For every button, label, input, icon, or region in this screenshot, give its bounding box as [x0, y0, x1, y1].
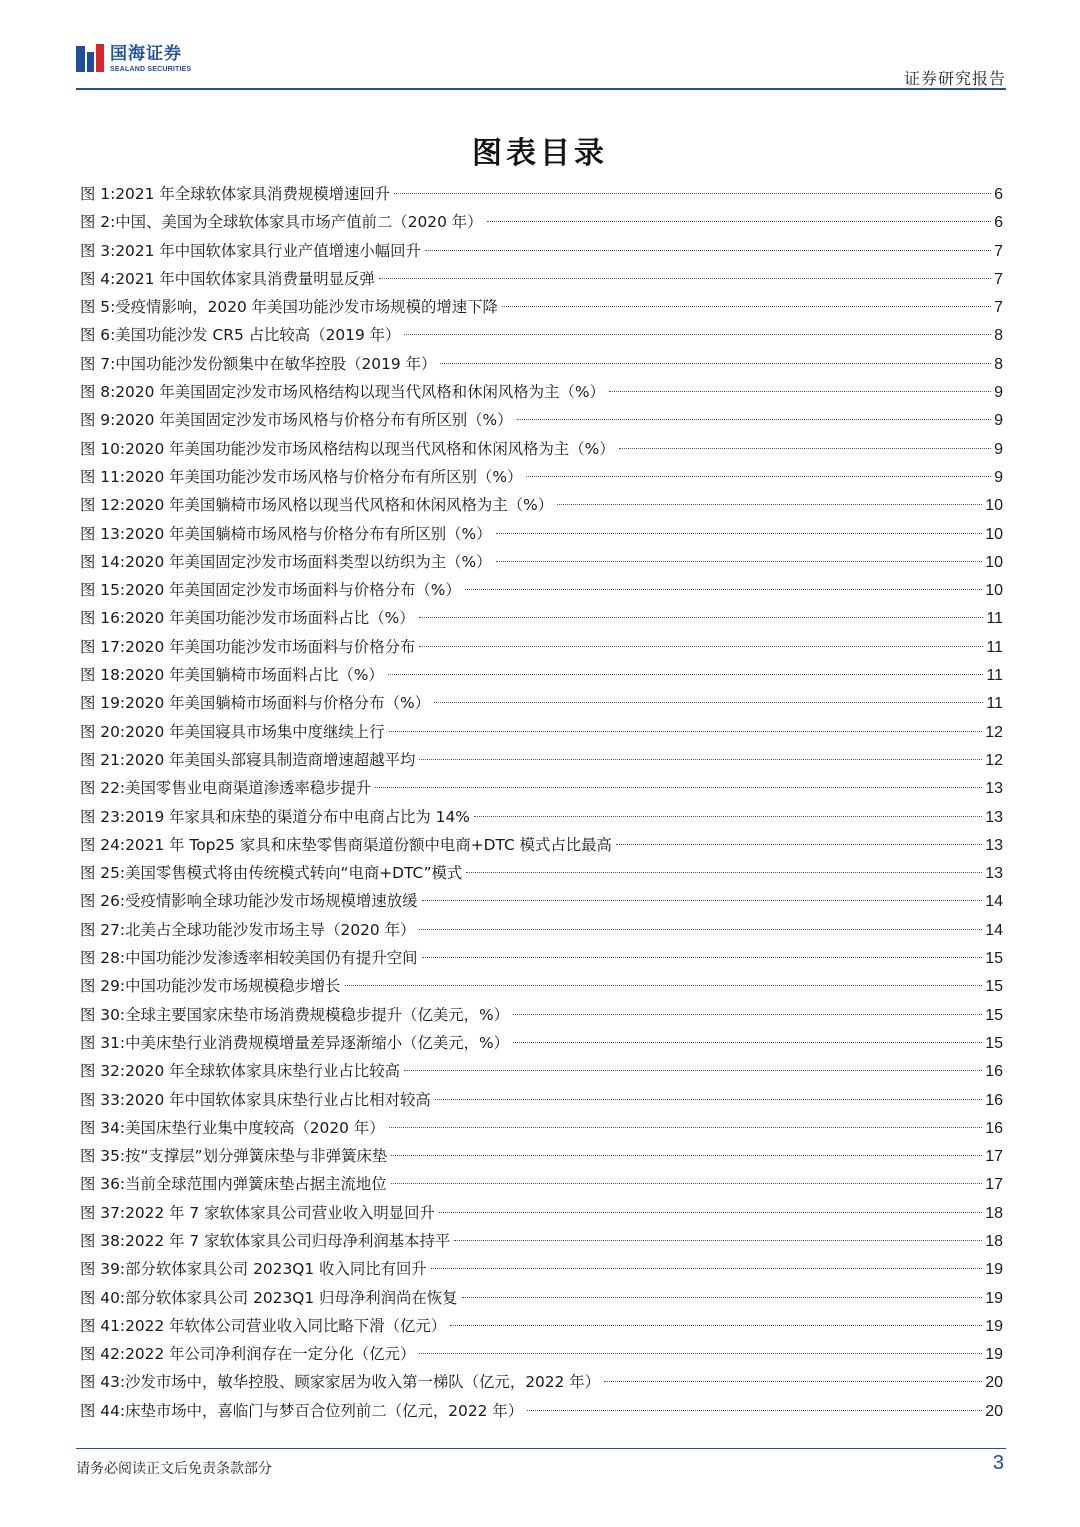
toc-dot-leader [609, 391, 991, 392]
toc-entry[interactable] [80, 916, 1003, 944]
toc-entry-label: 图 26: [80, 892, 126, 911]
toc-entry-title: 2020 年美国固定沙发市场风格与价格分布有所区别（%） [115, 411, 513, 430]
toc-entry-title: 美国零售业电商渠道渗透率稳步提升 [125, 779, 372, 798]
toc-entry[interactable] [80, 661, 1003, 689]
toc-entry[interactable] [80, 633, 1003, 661]
toc-entry-title: 美国床垫行业集中度较高（2020 年） [125, 1118, 385, 1137]
toc-entry[interactable] [80, 972, 1003, 1000]
toc-entry-page: 11 [986, 695, 1003, 713]
toc-dot-leader [419, 617, 984, 618]
toc-entry-title: 中国、美国为全球软体家具市场产值前二（2020 年） [115, 213, 483, 232]
toc-entry-label: 图 13: [80, 524, 126, 543]
toc-dot-leader [391, 1155, 982, 1156]
toc-entry[interactable] [80, 887, 1003, 915]
toc-dot-leader [517, 419, 992, 420]
sealand-logo [76, 42, 191, 76]
toc-entry-label: 图 36: [80, 1175, 126, 1194]
logo-name-cn: 国海证券 [110, 43, 182, 64]
toc-entry[interactable] [80, 463, 1003, 491]
toc-entry-label: 图 33: [80, 1090, 126, 1109]
header-divider [76, 88, 1006, 90]
toc-dot-leader [465, 589, 982, 590]
toc-entry-label: 图 35: [80, 1147, 126, 1166]
toc-entry[interactable] [80, 350, 1003, 378]
toc-entry[interactable] [80, 1227, 1003, 1255]
toc-dot-leader [422, 957, 983, 958]
toc-entry-label: 图 5: [80, 298, 116, 317]
toc-entry-page: 7 [994, 242, 1003, 260]
toc-entry[interactable] [80, 803, 1003, 831]
toc-entry-title: 2020 年美国躺椅市场风格与价格分布有所区别（%） [125, 524, 492, 543]
toc-entry-title: 部分软体家具公司 2023Q1 归母净利润尚在恢复 [125, 1288, 458, 1307]
toc-entry-title: 2020 年美国固定沙发市场面料类型以纺织为主（%） [125, 552, 492, 571]
toc-entry-title: 受疫情影响，2020 年美国功能沙发市场规模的增速下降 [115, 298, 498, 317]
toc-entry-title: 中国功能沙发市场规模稳步增长 [125, 977, 341, 996]
toc-entry-label: 图 18: [80, 666, 126, 685]
toc-entry-title: 2020 年美国功能沙发市场面料与价格分布 [125, 637, 416, 656]
toc-entry-page: 13 [985, 836, 1003, 854]
toc-entry-label: 图 14: [80, 552, 126, 571]
toc-entry-page: 12 [985, 751, 1003, 769]
toc-entry-label: 图 17: [80, 637, 126, 656]
toc-entry-title: 2020 年美国躺椅市场风格以现当代风格和休闲风格为主（%） [125, 496, 554, 515]
toc-entry-page: 6 [994, 186, 1003, 203]
toc-dot-leader [425, 250, 991, 251]
toc-entry-page: 10 [985, 553, 1003, 571]
toc-dot-leader [513, 1014, 982, 1015]
toc-entry-page: 20 [985, 1402, 1003, 1420]
toc-entry[interactable] [80, 520, 1003, 548]
toc-entry-title: 2020 年美国功能沙发市场面料占比（%） [125, 609, 415, 628]
toc-entry[interactable] [80, 1284, 1003, 1312]
toc-entry-page: 16 [985, 1091, 1003, 1109]
toc-entry-title: 2021 年中国软体家具消费量明显反弹 [115, 269, 375, 288]
toc-entry-label: 图 24: [80, 835, 126, 854]
toc-entry[interactable] [80, 746, 1003, 774]
toc-entry[interactable] [80, 1086, 1003, 1114]
toc-entry-page: 19 [985, 1289, 1003, 1307]
toc-entry-label: 图 41: [80, 1316, 126, 1335]
toc-entry-label: 图 31: [80, 1033, 126, 1052]
toc-entry-title: 2020 年美国固定沙发市场面料与价格分布（%） [125, 581, 461, 600]
toc-entry-page: 6 [994, 214, 1003, 232]
toc-dot-leader [394, 193, 991, 194]
toc-dot-leader [345, 985, 983, 986]
toc-entry[interactable] [80, 1170, 1003, 1198]
toc-entry-label: 图 1: [80, 185, 116, 203]
toc-dot-leader [474, 816, 982, 817]
toc-dot-leader [404, 334, 991, 335]
toc-dot-leader [496, 561, 983, 562]
toc-entry[interactable] [80, 1255, 1003, 1283]
toc-entry-label: 图 2: [80, 213, 116, 232]
toc-entry-page: 10 [985, 525, 1003, 543]
toc-entry-page: 11 [986, 638, 1003, 656]
toc-entry-title: 2020 年全球软体家具床垫行业占比较高 [125, 1062, 400, 1081]
toc-entry[interactable] [80, 1368, 1003, 1396]
footer-divider [76, 1448, 1006, 1449]
toc-entry-page: 13 [985, 865, 1003, 883]
toc-entry-page: 12 [985, 723, 1003, 741]
toc-dot-leader [440, 363, 991, 364]
toc-entry-page: 9 [994, 384, 1003, 402]
toc-entry-page: 15 [985, 950, 1003, 968]
page-title: 图表目录 [472, 136, 608, 171]
toc-entry-page: 14 [985, 921, 1003, 939]
toc-entry-page: 10 [985, 582, 1003, 600]
toc-entry-label: 图 20: [80, 722, 126, 741]
toc-entry-label: 图 25: [80, 864, 126, 883]
toc-entry-label: 图 39: [80, 1260, 126, 1279]
toc-entry-title: 2022 年公司净利润存在一定分化（亿元） [125, 1345, 416, 1364]
toc-dot-leader [616, 844, 982, 845]
toc-dot-leader [389, 1127, 983, 1128]
toc-entry-label: 图 10: [80, 439, 126, 458]
toc-dot-leader [422, 900, 983, 901]
toc-dot-leader [557, 504, 982, 505]
sealand-logo-icon [76, 44, 104, 74]
toc-entry-title: 北美占全球功能沙发市场主导（2020 年） [125, 920, 416, 939]
toc-entry-label: 图 3: [80, 241, 116, 260]
page-header [76, 42, 1006, 92]
toc-dot-leader [419, 646, 983, 647]
toc-entry[interactable] [80, 491, 1003, 519]
toc-entry[interactable] [80, 1114, 1003, 1142]
toc-dot-leader [435, 1099, 982, 1100]
figure-list [80, 180, 1003, 1425]
toc-entry-title: 2022 年 7 家软体家具公司营业收入明显回升 [125, 1203, 435, 1222]
toc-entry[interactable] [80, 548, 1003, 576]
toc-entry-title: 全球主要国家床垫市场消费规模稳步提升（亿美元，%） [125, 1005, 510, 1024]
toc-dot-leader [487, 221, 992, 222]
toc-dot-leader [379, 278, 991, 279]
toc-entry[interactable] [80, 1057, 1003, 1085]
toc-entry-title: 美国功能沙发 CR5 占比较高（2019 年） [115, 326, 401, 345]
report-type: 证券研究报告 [903, 69, 1006, 88]
toc-dot-leader [419, 1353, 982, 1354]
toc-entry[interactable] [80, 1199, 1003, 1227]
toc-entry-label: 图 23: [80, 807, 126, 826]
toc-entry-page: 20 [985, 1374, 1003, 1392]
toc-entry[interactable] [80, 321, 1003, 349]
toc-entry-label: 图 30: [80, 1005, 126, 1024]
toc-entry-page: 17 [985, 1148, 1003, 1166]
toc-entry-label: 图 38: [80, 1231, 126, 1250]
toc-entry-title: 2020 年美国功能沙发市场风格结构以现当代风格和休闲风格为主（%） [125, 439, 615, 458]
toc-entry[interactable] [80, 604, 1003, 632]
toc-entry-label: 图 4: [80, 269, 116, 288]
toc-entry-title: 2021 年 Top25 家具和床垫零售商渠道份额中电商+DTC 模式占比最高 [125, 835, 612, 854]
toc-entry-page: 8 [994, 327, 1003, 345]
page-number: 3 [992, 1452, 1004, 1474]
toc-entry-page: 15 [985, 1006, 1003, 1024]
toc-entry-title: 2020 年美国固定沙发市场风格结构以现当代风格和休闲风格为主（%） [115, 383, 605, 402]
toc-dot-leader [431, 1268, 982, 1269]
toc-entry-title: 中美床垫行业消费规模增量差异逐渐缩小（亿美元，%） [125, 1033, 510, 1052]
toc-entry-page: 15 [985, 978, 1003, 996]
toc-entry[interactable] [80, 576, 1003, 604]
toc-dot-leader [619, 448, 991, 449]
toc-entry-label: 图 32: [80, 1062, 126, 1081]
logo-name-en: SEALAND SECURITIES [110, 65, 192, 73]
toc-entry-label: 图 29: [80, 977, 126, 996]
toc-entry-label: 图 28: [80, 949, 126, 968]
toc-entry-page: 16 [985, 1119, 1003, 1137]
toc-entry-page: 17 [985, 1176, 1003, 1194]
toc-dot-leader [513, 1042, 982, 1043]
toc-entry-title: 按“支撑层”划分弹簧床垫与非弹簧床垫 [125, 1147, 388, 1166]
toc-entry[interactable] [80, 293, 1003, 321]
toc-dot-leader [389, 731, 983, 732]
toc-entry-page: 7 [994, 270, 1003, 288]
toc-dot-leader [462, 1297, 983, 1298]
toc-entry-title: 受疫情影响全球功能沙发市场规模增速放缓 [125, 892, 418, 911]
toc-entry[interactable] [80, 1397, 1003, 1425]
toc-entry-title: 2020 年美国功能沙发市场风格与价格分布有所区别（%） [125, 467, 523, 486]
toc-dot-leader [375, 787, 982, 788]
toc-entry-label: 图 11: [80, 467, 126, 486]
toc-entry-title: 2019 年家具和床垫的渠道分布中电商占比为 14% [125, 807, 470, 826]
toc-entry-title: 2020 年中国软体家具床垫行业占比相对较高 [125, 1090, 431, 1109]
toc-entry-title: 沙发市场中，敏华控股、顾家家居为收入第一梯队（亿元，2022 年） [125, 1373, 601, 1392]
toc-entry-label: 图 9: [80, 411, 116, 430]
toc-entry[interactable] [80, 944, 1003, 972]
toc-entry-title: 中国功能沙发渗透率相较美国仍有提升空间 [125, 949, 418, 968]
toc-dot-leader [604, 1381, 982, 1382]
toc-dot-leader [439, 1212, 982, 1213]
toc-entry-label: 图 44: [80, 1401, 126, 1420]
toc-entry-label: 图 27: [80, 920, 126, 939]
toc-dot-leader [419, 759, 982, 760]
toc-entry-label: 图 16: [80, 609, 126, 628]
toc-entry-title: 床垫市场中，喜临门与梦百合位列前二（亿元，2022 年） [125, 1401, 524, 1420]
toc-entry-label: 图 22: [80, 779, 126, 798]
toc-entry-page: 13 [985, 780, 1003, 798]
toc-entry-page: 19 [985, 1317, 1003, 1335]
toc-entry-page: 9 [994, 468, 1003, 486]
toc-entry-title: 2020 年美国躺椅市场面料与价格分布（%） [125, 694, 430, 713]
toc-entry-label: 图 12: [80, 496, 126, 515]
toc-entry-label: 图 42: [80, 1345, 126, 1364]
toc-dot-leader [527, 1410, 982, 1411]
toc-entry[interactable] [80, 208, 1003, 236]
toc-entry-title: 2021 年中国软体家具行业产值增速小幅回升 [115, 241, 421, 260]
toc-entry-page: 7 [994, 299, 1003, 317]
toc-entry[interactable] [80, 1029, 1003, 1057]
toc-entry[interactable] [80, 1312, 1003, 1340]
toc-dot-leader [466, 872, 982, 873]
toc-entry-label: 图 6: [80, 326, 116, 345]
toc-entry-page: 13 [985, 808, 1003, 826]
toc-entry-page: 10 [985, 497, 1003, 515]
toc-entry-label: 图 19: [80, 694, 126, 713]
toc-entry-page: 19 [985, 1261, 1003, 1279]
toc-entry[interactable] [80, 1001, 1003, 1029]
toc-entry-title: 2022 年 7 家软体家具公司归母净利润基本持平 [125, 1231, 451, 1250]
toc-entry-page: 15 [985, 1034, 1003, 1052]
toc-entry-label: 图 40: [80, 1288, 126, 1307]
toc-dot-leader [419, 929, 982, 930]
toc-entry-page: 9 [994, 440, 1003, 458]
toc-entry-title: 部分软体家具公司 2023Q1 收入同比有回升 [125, 1260, 427, 1279]
toc-entry-label: 图 21: [80, 750, 126, 769]
toc-entry[interactable] [80, 265, 1003, 293]
toc-entry-page: 19 [985, 1346, 1003, 1364]
toc-entry[interactable] [80, 859, 1003, 887]
toc-entry[interactable] [80, 237, 1003, 265]
toc-entry-title: 美国零售模式将由传统模式转向“电商+DTC”模式 [125, 864, 463, 883]
toc-entry-page: 14 [985, 893, 1003, 911]
toc-entry-label: 图 7: [80, 354, 116, 373]
toc-entry[interactable] [80, 718, 1003, 746]
toc-entry-title: 当前全球范围内弹簧床垫占据主流地位 [125, 1175, 387, 1194]
toc-entry-title: 2020 年美国头部寝具制造商增速超越平均 [125, 750, 416, 769]
toc-dot-leader [388, 674, 984, 675]
toc-entry[interactable] [80, 1340, 1003, 1368]
toc-entry[interactable] [80, 689, 1003, 717]
toc-entry-label: 图 37: [80, 1203, 126, 1222]
toc-entry-label: 图 43: [80, 1373, 126, 1392]
toc-entry[interactable] [80, 406, 1003, 434]
toc-entry[interactable] [80, 180, 1003, 208]
toc-dot-leader [526, 476, 991, 477]
toc-entry-title: 2022 年软体公司营业收入同比略下滑（亿元） [125, 1316, 447, 1335]
toc-entry-page: 11 [986, 610, 1003, 628]
toc-entry-page: 18 [985, 1232, 1003, 1250]
toc-entry[interactable] [80, 831, 1003, 859]
toc-dot-leader [496, 533, 983, 534]
toc-dot-leader [454, 1240, 982, 1241]
disclaimer-note: 请务必阅读正文后免责条款部分 [76, 1461, 272, 1477]
toc-entry-page: 8 [994, 355, 1003, 373]
toc-entry-title: 2020 年美国躺椅市场面料占比（%） [125, 666, 384, 685]
toc-entry-page: 9 [994, 412, 1003, 430]
toc-entry-page: 18 [985, 1204, 1003, 1222]
toc-entry-title: 中国功能沙发份额集中在敏华控股（2019 年） [115, 354, 437, 373]
toc-dot-leader [391, 1183, 982, 1184]
toc-entry[interactable] [80, 774, 1003, 802]
toc-entry-page: 11 [986, 667, 1003, 685]
toc-entry-title: 2021 年全球软体家具消费规模增速回升 [115, 185, 391, 203]
toc-entry-label: 图 34: [80, 1118, 126, 1137]
toc-entry[interactable] [80, 378, 1003, 406]
toc-entry[interactable] [80, 435, 1003, 463]
toc-dot-leader [434, 702, 983, 703]
toc-dot-leader [502, 306, 991, 307]
toc-entry-title: 2020 年美国寝具市场集中度继续上行 [125, 722, 385, 741]
toc-entry-label: 图 8: [80, 383, 116, 402]
toc-dot-leader [450, 1325, 982, 1326]
toc-entry-label: 图 15: [80, 581, 126, 600]
toc-entry-page: 16 [985, 1063, 1003, 1081]
toc-dot-leader [404, 1070, 982, 1071]
toc-entry[interactable] [80, 1142, 1003, 1170]
